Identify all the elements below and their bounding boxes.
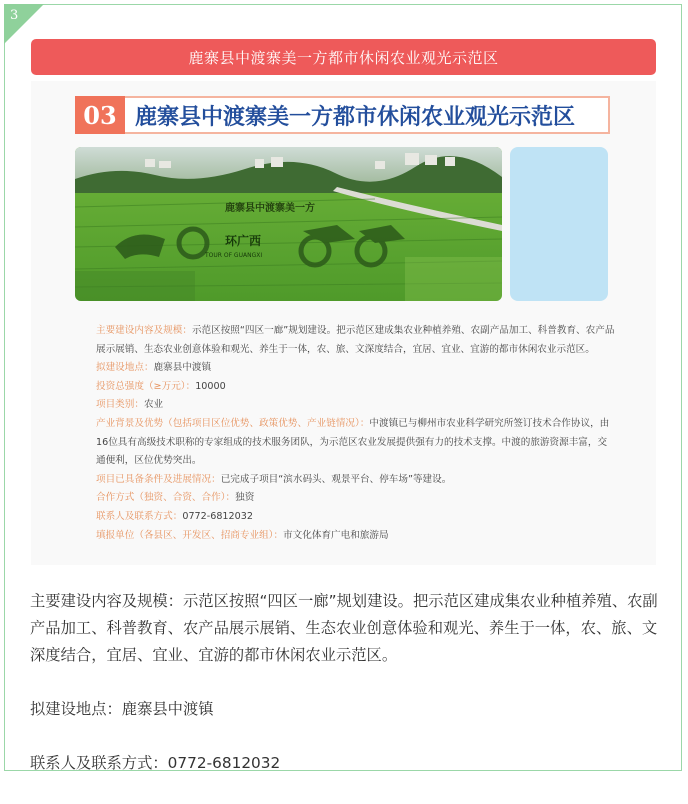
body-paragraph-location: 拟建设地点：鹿寨县中渡镇 [30,700,214,718]
detail-label: 填报单位（各县区、开发区、招商专业组）： [96,529,284,541]
body-paragraph-scope: 主要建设内容及规模：示范区按照“四区一廊”规划建设。把示范区建成集农业种植养殖、农副产品加工、科普教育、农产品展示展销、生态农业创意体验和观光、养生于一体，农、旅、文深度结合，宜居、宜业、宜游的都市休闲农业示范区。 [30,592,658,664]
detail-item [96,489,616,508]
detail-item [96,527,616,546]
article-body [30,588,660,804]
detail-value: 示范区按照“四区一廊”规划建设。把示范区建成集农业种植养殖、农副产品加工、科普教育、农产品展示展销、生态农业创意体验和观光、养生于一体，农、旅、文深度结合，宜居、宜业、宜游的都市休闲农业示范区。 [96,325,615,355]
detail-label: 产业背景及优势（包括项目区位优势、政策优势、产业链情况）： [96,417,370,429]
detail-item [96,359,616,378]
detail-value: 独资 [235,492,255,504]
detail-value: 市文化体育广电和旅游局 [283,529,389,541]
detail-label: 项目已具备条件及进展情况： [96,473,221,485]
photo-sign-ring: 环广西 [225,234,262,248]
photo-sign-tour: TOUR OF GUANGXI [205,252,263,259]
photo-sign-top: 鹿寨县中渡寨美一方 [225,203,315,214]
project-card-header [75,96,610,134]
detail-item [96,471,616,490]
project-photo [75,147,502,301]
rice-field-photo [75,147,502,301]
project-number: 03 [75,96,125,134]
project-details [96,322,616,545]
detail-value: 鹿寨县中渡镇 [153,362,212,374]
detail-value: 0772-6812032 [182,510,253,522]
detail-label: 拟建设地点： [96,362,154,374]
detail-label: 联系人及联系方式： [96,510,183,522]
body-paragraph-contact: 联系人及联系方式：0772-6812032 [30,754,281,772]
project-title: 鹿寨县中渡寨美一方都市休闲农业观光示范区 [125,96,610,134]
detail-item [96,378,616,397]
detail-value: 10000 [195,380,226,392]
detail-label: 项目类别： [96,399,144,411]
corner-badge-number: 3 [10,8,19,23]
section-banner-title: 鹿寨县中渡寨美一方都市休闲农业观光示范区 [188,48,499,67]
detail-item [96,415,616,471]
detail-label: 合作方式（独资、合资、合作）： [96,492,236,504]
detail-value: 中渡镇已与柳州市农业科学研究所签订技术合作协议，由16位具有高级技术职称的专家组成的技术服务团队，为示范区农业发展提供强有力的技术支撑。中渡的旅游资源丰富，交通便利，区位优势突出。 [96,417,610,467]
side-panel [510,147,608,301]
detail-label: 投资总强度（≥万元）： [96,380,196,392]
detail-item [96,396,616,415]
detail-label: 主要建设内容及规模： [96,325,192,336]
detail-item [96,322,616,359]
detail-item [96,508,616,527]
section-banner [31,39,656,75]
detail-value: 农业 [143,399,164,411]
detail-value: 已完成子项目“滨水码头、观景平台、停车场”等建设。 [220,473,452,485]
